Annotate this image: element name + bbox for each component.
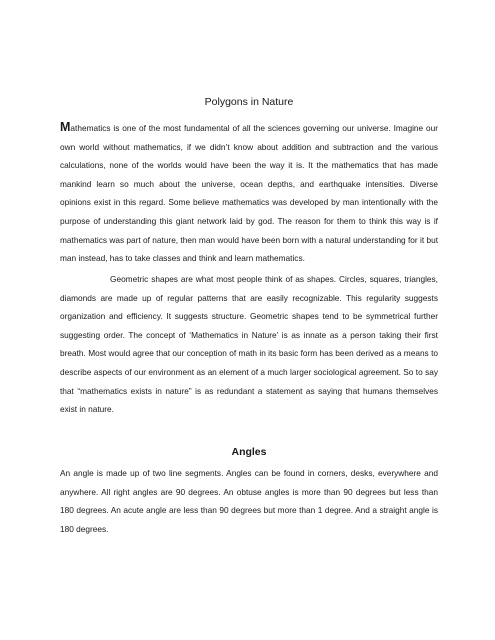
dropcap-letter: M: [60, 120, 71, 134]
document-page: [60, 0, 438, 640]
document-title: Polygons in Nature: [204, 96, 294, 108]
intro-paragraph-text: athematics is one of the most fundamental of all the sciences governing our universe. Imagine our own world without mathematics, if we didn’t know about addition and subtraction and the various calculations, none of the worlds would have been the way it is. It the mathematics that has made mankind learn so much about the universe, ocean depths, and earthquake intensities. Diverse opinions exist in this regard. Some believe mathematics was developed by man intentionally with the purpose of understanding this giant network laid by god. The reason for them to think this way is if mathematics was part of nature, then man would have been born with a natural understanding for it but man instead, has to take classes and think and learn mathematics.: [60, 123, 438, 264]
angles-paragraph: An angle is made up of two line segments. Angles can be found in corners, desks, everywhere and anywhere. All right angles are 90 degrees. An obtuse angles is more than 90 degrees but less than 180 degrees. An acute angle are less than 90 degrees but more than 1 degree. And a straight angle is 180 degrees.: [60, 468, 438, 534]
section-heading-angles: Angles: [231, 446, 267, 458]
geometric-shapes-paragraph: Geometric shapes are what most people think of as shapes. Circles, squares, triangles, diamonds are made up of regular patterns that are easily recognizable. This regularity suggests organization and efficiency. It suggests structure. Geometric shapes tend to be symmetrical further suggesting order. The concept of ‘Mathematics in Nature’ is as innate as a person taking their first breath. Most would agree that our conception of math in its basic form has been derived as a means to describe aspects of our environment as an element of a much larger sociological agreement. So to say that “mathematics exists in nature” is as redundant a statement as saying that humans themselves exist in nature.: [60, 274, 438, 415]
intro-paragraph: [60, 118, 438, 268]
